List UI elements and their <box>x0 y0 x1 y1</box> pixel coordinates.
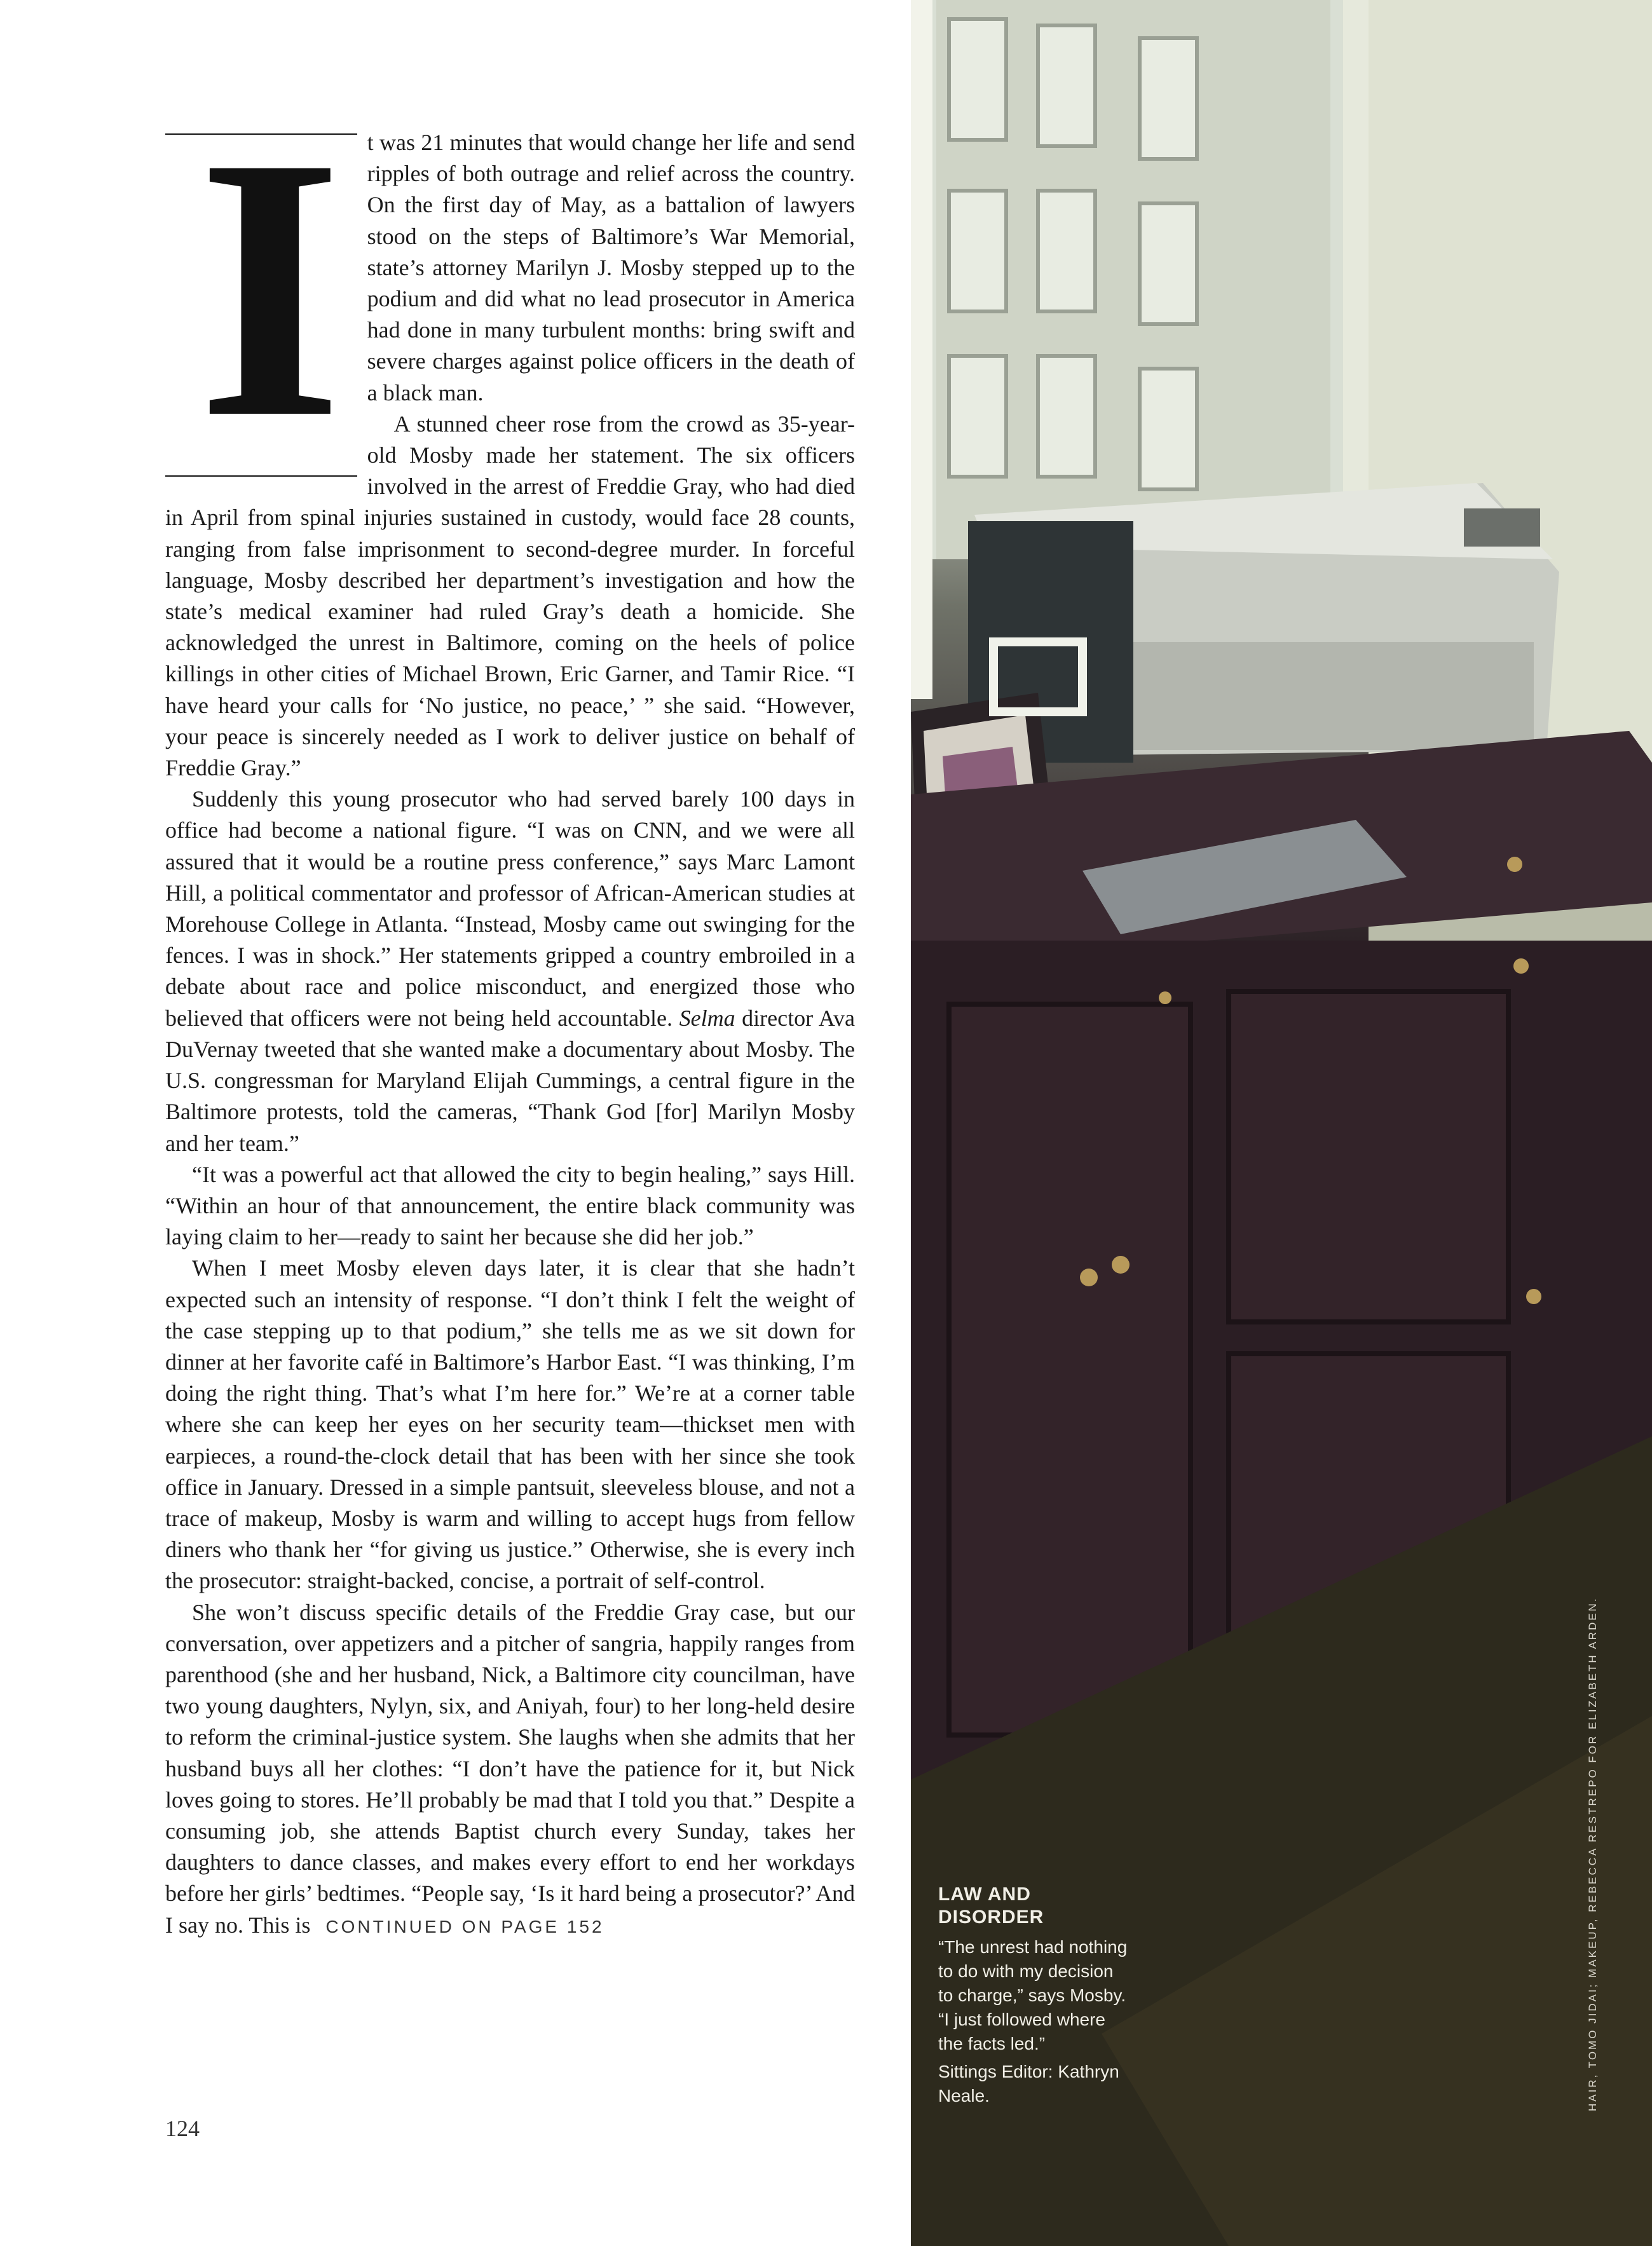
printer <box>968 483 1559 763</box>
building-window <box>1140 369 1197 489</box>
caption-heading <box>938 1883 1129 1929</box>
article-paragraph <box>165 1597 855 1942</box>
article-paragraph <box>165 784 855 1159</box>
paragraph-text: She won’t discuss specific details of the Freddie Gray case, but our conversation, over appetizers and a pitcher of sangria, happily ranges from parenthood (she and her husband, Nick, a Baltimore city councilman, have two young daughters, Nylyn, six, and Aniyah, four) to her long-held desire to reform the criminal-justice system. She laughs when she admits that her husband buys all her clothes: “I don’t have the patience for it, but Nick loves going to stores. He’ll probably be mad that I told you that.” Despite a consuming job, she attends Baptist church every Sunday, takes her daughters to dance classes, and makes every effort to end her workdays before her girls’ bedtimes. “People say, ‘Is it hard being a prosecutor?’ And I say no. This is <box>165 1599 855 1938</box>
continued-line: CONTINUED ON PAGE 152 <box>325 1916 604 1936</box>
film-title: Selma <box>679 1005 735 1031</box>
drawer-knob <box>1526 1289 1541 1304</box>
photo-credit: HAIR, TOMO JIDAI; MAKEUP, REBECCA RESTREPO FOR ELIZABETH ARDEN. <box>1587 1596 1599 2111</box>
building-window <box>1140 38 1197 159</box>
caption-credit: Sittings Editor: Kathryn Neale. <box>938 2062 1119 2106</box>
printer-panel <box>1464 508 1540 547</box>
caption-quote: “The unrest had nothing to do with my decision to charge,” says Mosby. “I just followed where the facts led.” <box>938 1937 1128 2053</box>
paragraph-text: director Ava DuVernay tweeted that she wanted make a documentary about Mosby. The U.S. congressman for Maryland Elijah Cummings, a central figure in the Baltimore protests, told the cameras, “Thank God [for] Marilyn Mosby and her team.” <box>165 1005 856 1156</box>
building-window <box>1140 203 1197 324</box>
drawer-knob <box>1112 1256 1130 1274</box>
paragraph-text: Suddenly this young prosecutor who had served barely 100 days in office had become a national figure. “I was on CNN, and we were all assured that it would be a routine press conference,” says Marc Lamont Hill, a political commentator and professor of African-American studies at Morehouse College in Atlanta. “Instead, Mosby came out swinging for the fences. I was in shock.” Her statements gripped a country embroiled in a debate about race and police misconduct, and energized those who believed that officers were not being held accountable. <box>165 786 855 1031</box>
article-paragraph <box>165 79 855 495</box>
photo-caption <box>938 1883 1129 2108</box>
drawer-knob <box>1513 958 1529 974</box>
article-paragraph: A stunned cheer rose from the crowd as 35-year-old Mosby made her statement. The six officers involved in the arrest of Freddie Gray, who had died in April from spinal injuries sustained in custody, would face 28 counts, ranging from false imprisonment to second-degree murder. In forceful language, Mosby described her department’s investigation and how the state’s medical examiner had ruled Gray’s death a homicide. She acknowledged the unrest in Baltimore, coming on the heels of police killings in other cities of Michael Brown, Eric Garner, and Tamir Rice. “I have heard your calls for ‘No justice, no peace,’ ” she said. “However, your peace is sincerely needed as I work to deliver justice on behalf of Freddie Gray.” <box>165 411 855 781</box>
caption-heading-line: DISORDER <box>938 1907 1044 1928</box>
page-number: 124 <box>165 2116 200 2141</box>
building-window <box>949 356 1006 477</box>
window-frame <box>911 0 932 699</box>
article-body <box>165 79 856 1942</box>
desk-panel <box>1229 991 1508 1322</box>
drop-cap: I <box>165 126 357 489</box>
drawer-knob <box>1159 991 1171 1004</box>
article-paragraph: When I meet Mosby eleven days later, it is clear that she hadn’t expected such an intensity of response. “I don’t think I felt the weight of the case stepping up to that podium,” she tells me as we sit down for dinner at her favorite café in Baltimore’s Harbor East. “I was thinking, I’m doing the right thing. That’s what I’m here for.” We’re at a corner table where she can keep her eyes on her security team—thickset men with earpieces, a round-the-clock detail that has been with her since she took office in January. Dressed in a simple pantsuit, sleeveless blouse, and not a trace of makeup, Mosby is warm and willing to accept hugs from fellow diners who thank her “for giving us justice.” Otherwise, she is every inch the prosecutor: straight-backed, concise, a portrait of self-control. <box>165 1255 855 1594</box>
building-window <box>1038 356 1095 477</box>
building-window <box>1038 191 1095 311</box>
desk-panel <box>949 1004 1191 1735</box>
building-window <box>1038 25 1095 146</box>
caption-heading-line: LAW AND <box>938 1884 1031 1905</box>
drawer-knob <box>1507 857 1522 872</box>
paragraph-text: t was 21 minutes that would change her life and send ripples of both outrage and relief across the country. On the first day of May, as a battalion of lawyers stood on the steps of Baltimore’s War Memorial, state’s attorney Marilyn J. Mosby stepped up to the podium and did what no lead prosecutor in America had done in many turbulent months: bring swift and severe charges against police officers in the death of a black man. <box>367 130 855 405</box>
window-mullion <box>1343 0 1369 572</box>
building-window <box>949 19 1006 140</box>
article-paragraph: “It was a powerful act that allowed the city to begin healing,” says Hill. “Within an hour of that announcement, the entire black community was laying claim to her—ready to saint her because she did her job.” <box>165 1161 855 1250</box>
building-window <box>949 191 1006 311</box>
drawer-knob <box>1080 1269 1098 1286</box>
